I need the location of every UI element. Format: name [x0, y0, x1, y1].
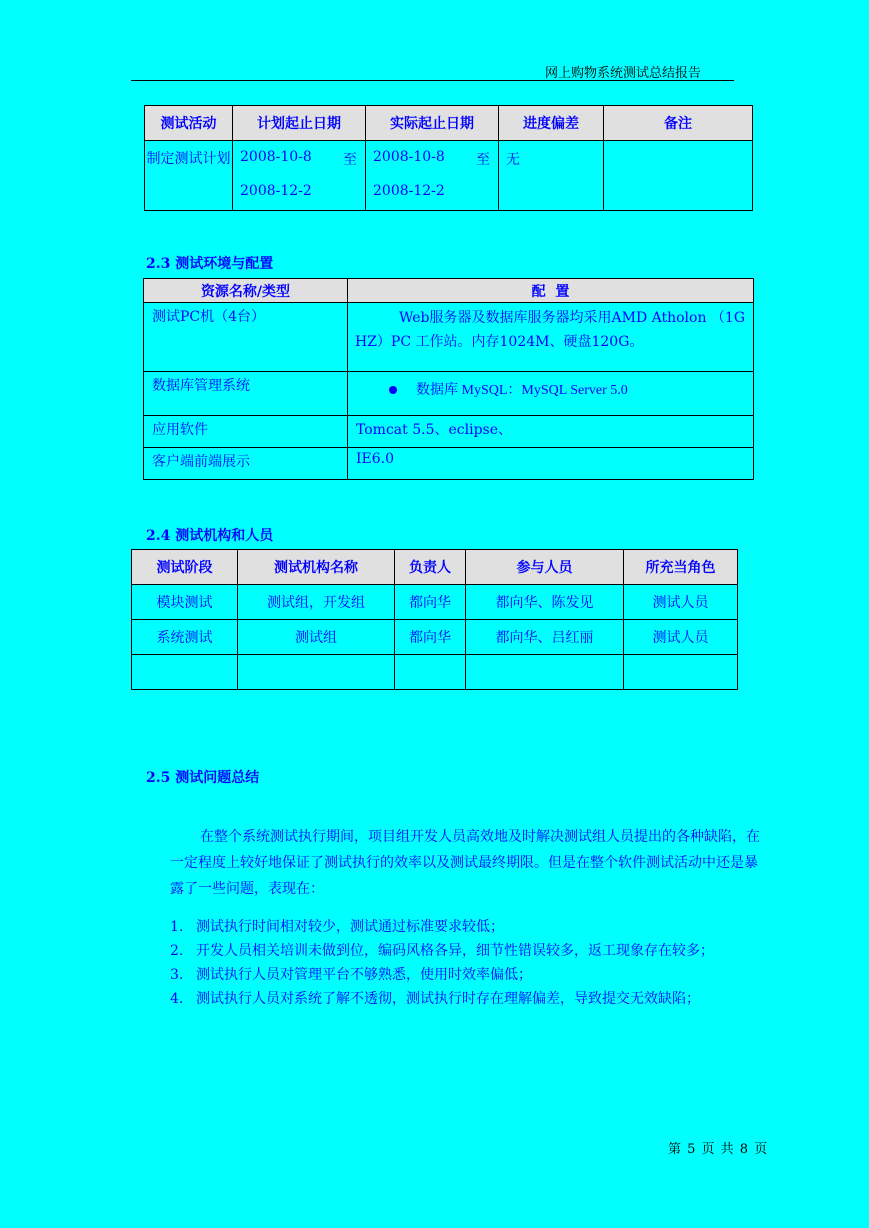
table-header-cell: 进度偏差 — [499, 106, 604, 141]
list-item-text: 测试执行人员对管理平台不够熟悉，使用时效率偏低； — [196, 967, 532, 983]
section-heading-2-4: 2.4 测试机构和人员 — [146, 528, 274, 544]
table-cell: 模块测试 — [132, 585, 238, 620]
list-item — [170, 987, 790, 1011]
table-header-cell: 测试活动 — [145, 106, 233, 141]
list-item-text: 测试执行人员对系统了解不透彻，测试执行时存在理解偏差，导致提交无效缺陷； — [196, 991, 700, 1007]
activity-cell: 制定测试计划 — [145, 141, 233, 211]
config-cell: Tomcat 5.5、eclipse、 — [348, 416, 754, 448]
list-item-text: 测试执行时间相对较少，测试通过标准要求较低； — [196, 919, 504, 935]
table-row — [144, 372, 754, 416]
table-header-row — [144, 279, 754, 303]
table-cell: 测试人员 — [624, 585, 738, 620]
table-cell: 系统测试 — [132, 620, 238, 655]
table-header-cell: 资源名称/类型 — [144, 279, 348, 303]
list-item-number: 4. — [170, 991, 184, 1007]
resource-name-cell: 客户端前端展示 — [144, 448, 348, 480]
table-cell — [624, 655, 738, 690]
list-item — [170, 939, 790, 963]
plan-end: 2008-12-2 — [240, 183, 312, 199]
bullet-icon — [389, 386, 397, 394]
table-header-row — [132, 550, 738, 585]
list-item-number: 1. — [170, 919, 184, 935]
table-row — [144, 416, 754, 448]
actual-start: 2008-10-8 — [373, 149, 445, 165]
note-cell — [604, 141, 753, 211]
resource-name-cell: 测试PC机（4台） — [144, 303, 348, 372]
plan-start: 2008-10-8 — [240, 149, 312, 165]
resource-name-cell: 应用软件 — [144, 416, 348, 448]
config-text: 数据库 MySQL：MySQL Server 5.0 — [416, 383, 628, 398]
table-header-cell: 测试阶段 — [132, 550, 238, 585]
deviation-cell — [499, 141, 604, 211]
list-item-text: 开发人员相关培训未做到位，编码风格各异，细节性错误较多，返工现象存在较多； — [196, 943, 714, 959]
resource-name-cell: 数据库管理系统 — [144, 372, 348, 416]
table-header-cell: 负责人 — [395, 550, 466, 585]
table-cell: 测试组 — [238, 620, 395, 655]
document-header-title: 网上购物系统测试总结报告 — [545, 66, 702, 81]
summary-paragraph — [170, 824, 770, 902]
table-cell: 测试人员 — [624, 620, 738, 655]
config-cell: IE6.0 — [348, 448, 754, 480]
config-cell — [348, 303, 754, 372]
actual-dates-cell — [366, 141, 499, 211]
config-cell — [348, 372, 754, 416]
issue-list — [170, 915, 790, 1011]
list-item — [170, 963, 790, 987]
section-heading-2-5: 2.5 测试问题总结 — [146, 770, 260, 786]
section-heading-2-3: 2.3 测试环境与配置 — [146, 256, 274, 272]
table-cell: 都向华、吕红丽 — [466, 620, 624, 655]
table-row — [132, 655, 738, 690]
table-header-cell: 测试机构名称 — [238, 550, 395, 585]
table-header-cell: 计划起止日期 — [233, 106, 366, 141]
table-cell — [395, 655, 466, 690]
actual-sep: 至 — [476, 152, 490, 168]
actual-end: 2008-12-2 — [373, 183, 445, 199]
table-header-cell: 所充当角色 — [624, 550, 738, 585]
table-row — [144, 448, 754, 480]
schedule-table — [144, 105, 753, 211]
summary-paragraph-text: 在整个系统测试执行期间，项目组开发人员高效地及时解决测试组人员提出的各种缺陷，在一定程度上较好地保证了测试执行的效率以及测试最终期限。但是在整个软件测试活动中还是暴露了一些问题，表现在： — [170, 829, 760, 897]
environment-table — [143, 278, 754, 480]
page-number: 第 5 页 共 8 页 — [668, 1142, 768, 1157]
table-cell — [466, 655, 624, 690]
table-header-cell: 配 置 — [348, 279, 754, 303]
table-header-cell: 实际起止日期 — [366, 106, 499, 141]
table-cell — [238, 655, 395, 690]
table-cell: 测试组，开发组 — [238, 585, 395, 620]
deviation-value: 无 — [506, 152, 520, 168]
list-item-number: 2. — [170, 943, 184, 959]
table-cell: 都向华、陈发见 — [466, 585, 624, 620]
plan-dates-cell — [233, 141, 366, 211]
table-header-cell: 备注 — [604, 106, 753, 141]
table-row — [144, 303, 754, 372]
table-row — [132, 620, 738, 655]
config-text: Web服务器及数据库服务器均采用AMD Atholon （1G HZ）PC 工作站。内存1024M、硬盘120G。 — [355, 310, 746, 350]
plan-sep: 至 — [343, 152, 357, 168]
list-item — [170, 915, 790, 939]
table-row — [132, 585, 738, 620]
table-row — [145, 141, 753, 211]
table-cell: 都向华 — [395, 620, 466, 655]
header-rule — [131, 80, 734, 81]
table-cell: 都向华 — [395, 585, 466, 620]
table-header-cell: 参与人员 — [466, 550, 624, 585]
organization-table — [131, 549, 738, 690]
table-header-row — [145, 106, 753, 141]
table-cell — [132, 655, 238, 690]
list-item-number: 3. — [170, 967, 184, 983]
